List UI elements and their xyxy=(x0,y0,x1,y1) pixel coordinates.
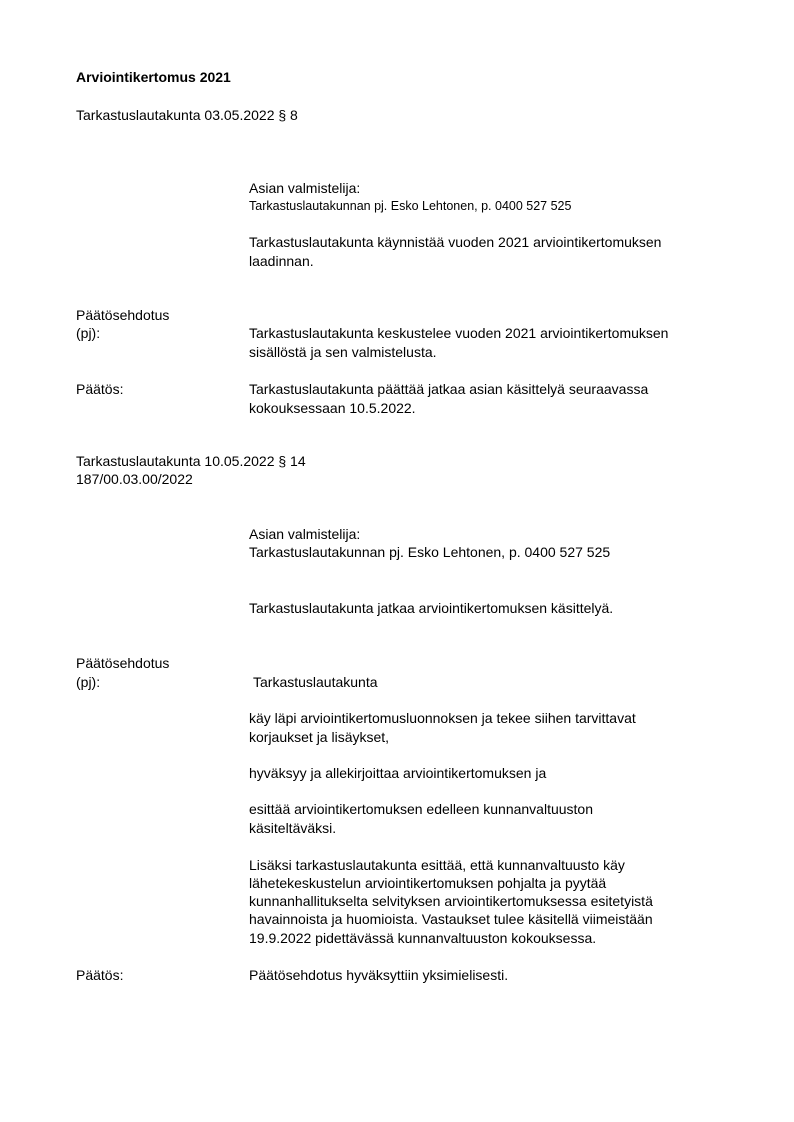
document-title: Arviointikertomus 2021 xyxy=(76,69,231,85)
meeting2-intro: Tarkastuslautakunta jatkaa arviointikertomuksen käsittelyä. xyxy=(249,600,614,616)
meeting2-item2: hyväksyy ja allekirjoittaa arviointikertomuksen ja xyxy=(249,765,547,781)
meeting2-extra-line5: 19.9.2022 pidettävässä kunnanvaltuuston kokouksessa. xyxy=(249,930,597,946)
meeting2-header: Tarkastuslautakunta 10.05.2022 § 14 xyxy=(76,453,306,469)
meeting2-proposal-label: Päätösehdotus xyxy=(76,655,170,671)
meeting2-decision-label: Päätös: xyxy=(76,967,124,983)
meeting1-preparer: Tarkastuslautakunnan pj. Esko Lehtonen, p. 0400 527 525 xyxy=(249,199,572,213)
meeting2-item3-line2: käsiteltäväksi. xyxy=(249,820,337,836)
meeting2-extra-line3: kunnanhallitukselta selvityksen arviointikertomuksessa esitetyistä xyxy=(249,893,653,909)
meeting2-proposal-label-pj: (pj): xyxy=(76,674,101,690)
meeting2-extra-line2: lähetekeskustelun arviointikertomuksen pohjalta ja pyytää xyxy=(249,875,607,891)
meeting2-extra-line4: havainnoista ja huomioista. Vastaukset tulee käsitellä viimeistään xyxy=(249,911,653,927)
meeting2-record-id: 187/00.03.00/2022 xyxy=(76,471,193,487)
meeting2-proposal-subject: Tarkastuslautakunta xyxy=(253,674,378,690)
meeting1-intro-line2: laadinnan. xyxy=(249,253,314,269)
meeting2-item1-line2: korjaukset ja lisäykset, xyxy=(249,729,390,745)
meeting1-proposal-label-pj: (pj): xyxy=(76,325,101,341)
meeting1-intro-line1: Tarkastuslautakunta käynnistää vuoden 2021 arviointikertomuksen xyxy=(249,234,662,250)
meeting2-preparer: Tarkastuslautakunnan pj. Esko Lehtonen, p. 0400 527 525 xyxy=(249,544,611,560)
meeting1-decision-label: Päätös: xyxy=(76,381,124,397)
meeting2-decision: Päätösehdotus hyväksyttiin yksimielisesti. xyxy=(249,967,509,983)
meeting2-extra-line1: Lisäksi tarkastuslautakunta esittää, että kunnanvaltuusto käy xyxy=(249,857,625,873)
meeting2-preparer-label: Asian valmistelija: xyxy=(249,526,361,542)
meeting1-decision-line1: Tarkastuslautakunta päättää jatkaa asian käsittelyä seuraavassa xyxy=(249,381,649,397)
meeting2-item3-line1: esittää arviointikertomuksen edelleen kunnanvaltuuston xyxy=(249,801,593,817)
meeting1-proposal-line1: Tarkastuslautakunta keskustelee vuoden 2021 arviointikertomuksen xyxy=(249,325,669,341)
meeting2-item1-line1: käy läpi arviointikertomusluonnoksen ja tekee siihen tarvittavat xyxy=(249,710,636,726)
meeting1-preparer-label: Asian valmistelija: xyxy=(249,180,361,196)
meeting1-decision-line2: kokouksessaan 10.5.2022. xyxy=(249,400,416,416)
meeting1-header: Tarkastuslautakunta 03.05.2022 § 8 xyxy=(76,107,298,123)
meeting1-proposal-label: Päätösehdotus xyxy=(76,307,170,323)
meeting1-proposal-line2: sisällöstä ja sen valmistelusta. xyxy=(249,344,437,360)
